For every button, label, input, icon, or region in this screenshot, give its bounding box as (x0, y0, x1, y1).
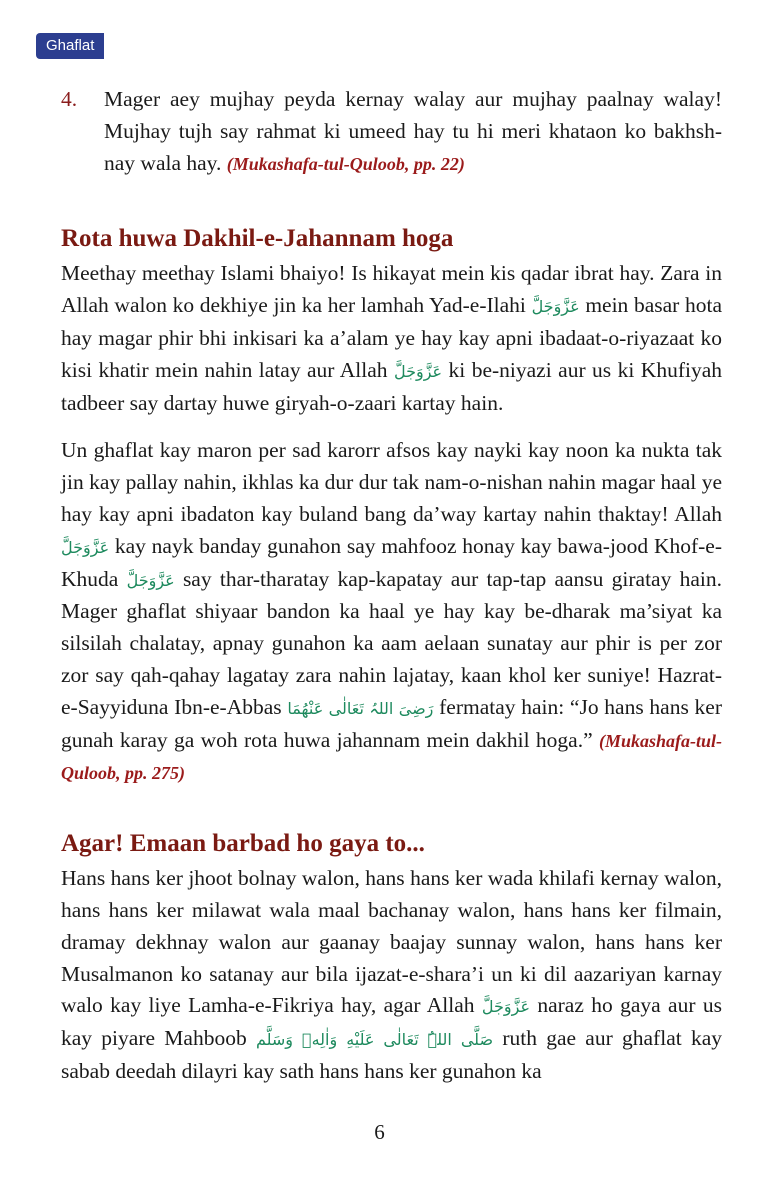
page-number: 6 (374, 1120, 385, 1144)
text-run: Un ghaflat kay maron per sad karorr afsos kay nayki kay noon ka nukta tak jin kay pallay nahin, ikhlas ka dur dur tak nam-o-nishan nahin magar haal ye hay kay apni ibadaton kay buland bang da’way kartay nahin thaktay! Allah (61, 438, 722, 526)
text-run: Meethay meethay Islami bhaiyo! Is hikayat mein kis qadar ibrat hay. Zara in Allah walon ko dekhiye jin ka her lamhah Yad-e-Ilahi (61, 261, 722, 318)
arabic-honorific: عَزَّوَجَلَّ (531, 297, 580, 317)
text-run: mein basar hota hay magar phir bhi inkisari ka a’alam ye hay kay apni ibadaat-o-riyazaat ko kisi khatir mein nahin latay aur Allah (61, 293, 722, 382)
arabic-honorific: عَزَّوَجَلَّ (393, 361, 443, 381)
text-run: say thar-tharatay kap-kapatay aur tap-tap aansu giratay hain. Mager ghaflat shiyaar bandon ka haal ye hay kay be-dharak ma’siyat ka silsilah chalatay, apnay gunahon ka aam aelaan sunatay aur phir is per zor zor say qah-qahay lagatay zara nahin lajatay, kaan khol ker suniye! Hazrat-e-Sayyiduna Ibn-e-Abbas (61, 566, 722, 719)
section1-paragraph-2 (61, 435, 722, 790)
text-run: ki be-niyazi aur us ki Khufiyah tadbeer say dartay huwe giryah-o-zaari kartay hain. (61, 357, 722, 415)
running-header-tag: Ghaflat (36, 33, 104, 59)
reference-citation: (Mukashafa-tul-Quloob, pp. 22) (226, 153, 465, 174)
text-run: ruth gae aur ghaflat kay sabab deedah dilayri kay sath hans hans ker gunahon ka (61, 1026, 723, 1083)
arabic-honorific: صَلَّی اللہُ تَعَالٰی عَلَیْهِ وَاٰلِهٖ وَسَلَّم (255, 1030, 494, 1050)
section-heading-1: Rota huwa Dakhil-e-Jahannam hoga (61, 225, 454, 253)
reference-citation: (Mukashafa-tul-Quloob, pp. 275) (61, 730, 722, 784)
arabic-honorific: عَزَّوَجَلَّ (126, 570, 175, 590)
section-heading-2: Agar! Emaan barbad ho gaya to... (61, 830, 425, 858)
text-run: naraz ho gaya aur us kay piyare Mahboob (61, 993, 722, 1051)
page-content (61, 84, 722, 1088)
text-run: Hans hans ker jhoot bolnay walon, hans hans ker wada khilafi kernay walon, hans hans ker milawat wala maal bachanay walon, hans hans ker filmain, dramay dekhnay walon aur gaanay baajay sunnay walon, hans hans ker Musalmanon ko satanay aur bila ijazat-e-shara’i un ki dil aazariyan karnay walo kay liye Lamha-e-Fikriya hay, agar Allah (61, 866, 722, 1018)
arabic-honorific: عَزَّوَجَلَّ (61, 537, 110, 557)
arabic-honorific: عَزَّوَجَلَّ (481, 997, 530, 1017)
list-item-4 (61, 84, 722, 180)
section2-paragraph-1 (61, 863, 722, 1088)
list-number: 4. (61, 87, 78, 111)
section1-paragraph-1 (61, 258, 722, 419)
arabic-honorific: رَضِیَ اللہُ تَعَالٰی عَنْهُمَا (287, 698, 434, 718)
list-item-text: Mager aey mujhay peyda kernay walay aur mujhay paalnay walay! Mujhay tujh say rahmat ki umeed hay tu hi meri khataon ko bakhsh-nay wala hay. (104, 87, 722, 175)
text-run: kay nayk banday gunahon say mahfooz honay kay bawa-jood Khof-e-Khuda (61, 533, 722, 591)
text-run: fermatay hain: “Jo hans hans ker gunah karay ga woh rota huwa jahannam mein dakhil hoga.” (61, 694, 722, 752)
